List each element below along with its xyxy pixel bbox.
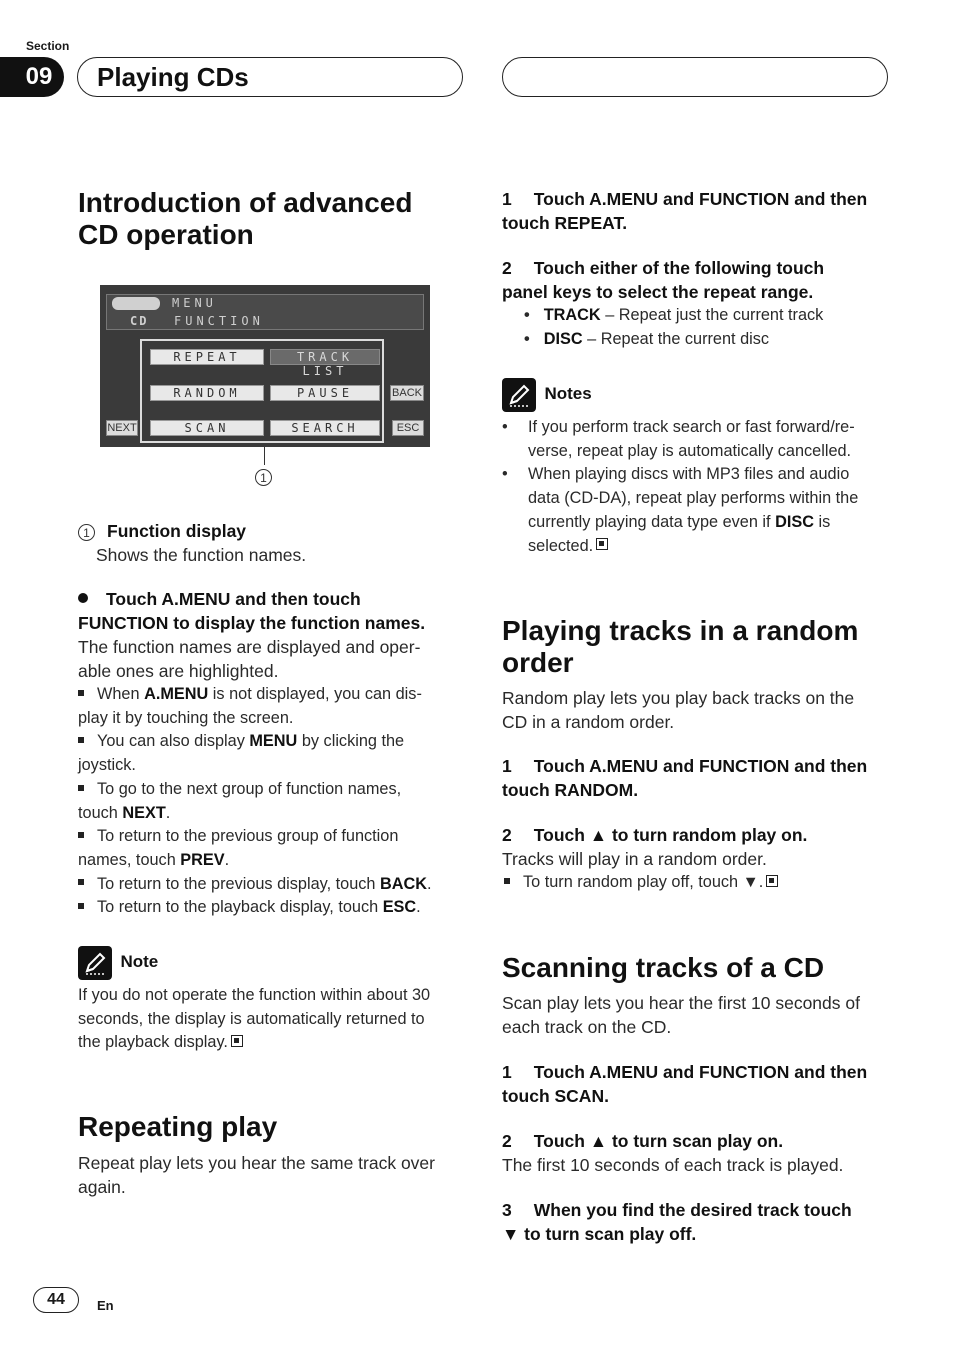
tip-item: To return to the playback display, touch ESC.: [78, 896, 468, 920]
note-item: • When playing discs with MP3 files and audio: [502, 465, 850, 484]
function-screen-figure: [100, 285, 430, 447]
screen-track-list-button: TRACK LIST: [270, 349, 380, 365]
repeat-description: Repeat play lets you hear the same track over again.: [78, 1153, 435, 1197]
bullet-dot-icon: [78, 593, 88, 603]
tip-item: When A.MENU is not displayed, you can dis-: [78, 683, 468, 707]
end-mark-icon: [231, 1035, 243, 1047]
random-heading: Playing tracks in a random order: [502, 615, 859, 678]
random-step-1: 1 Touch A.MENU and FUNCTION and then touch RANDOM.: [502, 756, 868, 800]
repeat-option-disc: • DISC – Repeat the current disc: [524, 329, 770, 348]
scan-step-2: 2 Touch ▲ to turn scan play on. The first 10 seconds of each track is played.: [502, 1131, 844, 1175]
scan-heading: Scanning tracks of a CD: [502, 952, 825, 983]
screen-random-button: RANDOM: [150, 385, 264, 401]
notes-header: Notes: [502, 378, 592, 412]
screen-menu-label: MENU: [172, 296, 217, 310]
section-title-frame-right: [502, 57, 888, 97]
intro-step: Touch A.MENU and then touch FUNCTION to display the function names. The function names are displayed and oper- able ones are highlighted.: [78, 589, 426, 681]
section-label: Section: [26, 39, 70, 53]
note-item: • If you perform track search or fast forward/re-: [502, 418, 855, 436]
repeat-step-1: 1 Touch A.MENU and FUNCTION and then touch REPEAT.: [502, 189, 868, 233]
disc-icon: [112, 297, 160, 310]
repeat-step-2: 2 Touch either of the following touch panel keys to select the repeat range. • TRACK – Repeat just the current track • DISC – Repeat the current disc: [502, 256, 902, 351]
screen-repeat-button: REPEAT: [150, 349, 264, 365]
screen-esc-button: ESC: [392, 420, 424, 436]
note-text: If you do not operate the function within about 30 seconds, the display is automatically returned to the playback display.: [78, 986, 431, 1052]
tip-item: To return to the previous display, touch BACK.: [78, 873, 468, 897]
screen-scan-button: SCAN: [150, 420, 264, 436]
scan-description: Scan play lets you hear the first 10 seconds of each track on the CD.: [502, 993, 860, 1037]
screen-function-label: FUNCTION: [174, 314, 264, 328]
random-step-2: 2 Touch ▲ to turn random play on. Tracks will play in a random order. To turn random play off, touch ▼.: [502, 823, 902, 895]
random-tip: To turn random play off, touch ▼.: [502, 871, 902, 895]
repeat-option-track: • TRACK – Repeat just the current track: [524, 306, 824, 324]
pencil-note-icon: [502, 378, 536, 412]
square-bullet-icon: [504, 878, 510, 884]
square-bullet-icon: [78, 785, 84, 791]
pencil-note-icon: [78, 946, 112, 980]
screen-back-button: BACK: [390, 385, 424, 401]
tip-item: To go to the next group of function names,: [78, 778, 468, 802]
square-bullet-icon: [78, 737, 84, 743]
repeat-heading: Repeating play: [78, 1111, 278, 1142]
section-number-tab: 09: [0, 57, 64, 97]
square-bullet-icon: [78, 903, 84, 909]
language-label: En: [97, 1298, 114, 1313]
note-header: Note: [78, 946, 158, 980]
tip-item: To return to the previous group of function: [78, 825, 468, 849]
scan-step-3: 3 When you find the desired track touch ▼ to turn scan play off.: [502, 1200, 852, 1244]
notes-list: • If you perform track search or fast forward/re- verse, repeat play is automatically cancelled. • When playing discs with MP3 files and audio data (CD-DA), repeat play performs within the currently playing data type even if DISC is selected.: [502, 416, 902, 558]
intro-heading: Introduction of advanced CD operation: [78, 187, 413, 250]
figure-callout-marker: 1: [255, 469, 272, 487]
callout-description: 1 Function display Shows the function names.: [78, 519, 306, 567]
square-bullet-icon: [78, 690, 84, 696]
screen-cd-label: CD: [130, 314, 149, 328]
page-number: 44: [33, 1287, 79, 1313]
tip-item: You can also display MENU by clicking the: [78, 730, 468, 754]
square-bullet-icon: [78, 879, 84, 885]
end-mark-icon: [766, 875, 778, 887]
screen-pause-button: PAUSE: [270, 385, 380, 401]
end-mark-icon: [596, 538, 608, 550]
random-description: Random play lets you play back tracks on the CD in a random order.: [502, 688, 855, 732]
callout-line: [264, 447, 265, 465]
scan-step-1: 1 Touch A.MENU and FUNCTION and then touch SCAN.: [502, 1062, 868, 1106]
screen-next-button: NEXT: [107, 422, 137, 434]
intro-tips-list: When A.MENU is not displayed, you can dis- play it by touching the screen. You can also display MENU by clicking the joystick. To go to the next group of function names, touch NEXT. To return to the previous group of function names, touch PREV. To return to the previous display, touch BACK. To return to the playback display, touch ESC.: [78, 683, 468, 920]
square-bullet-icon: [78, 832, 84, 838]
screen-search-button: SEARCH: [270, 420, 380, 436]
section-title: Playing CDs: [97, 62, 249, 92]
